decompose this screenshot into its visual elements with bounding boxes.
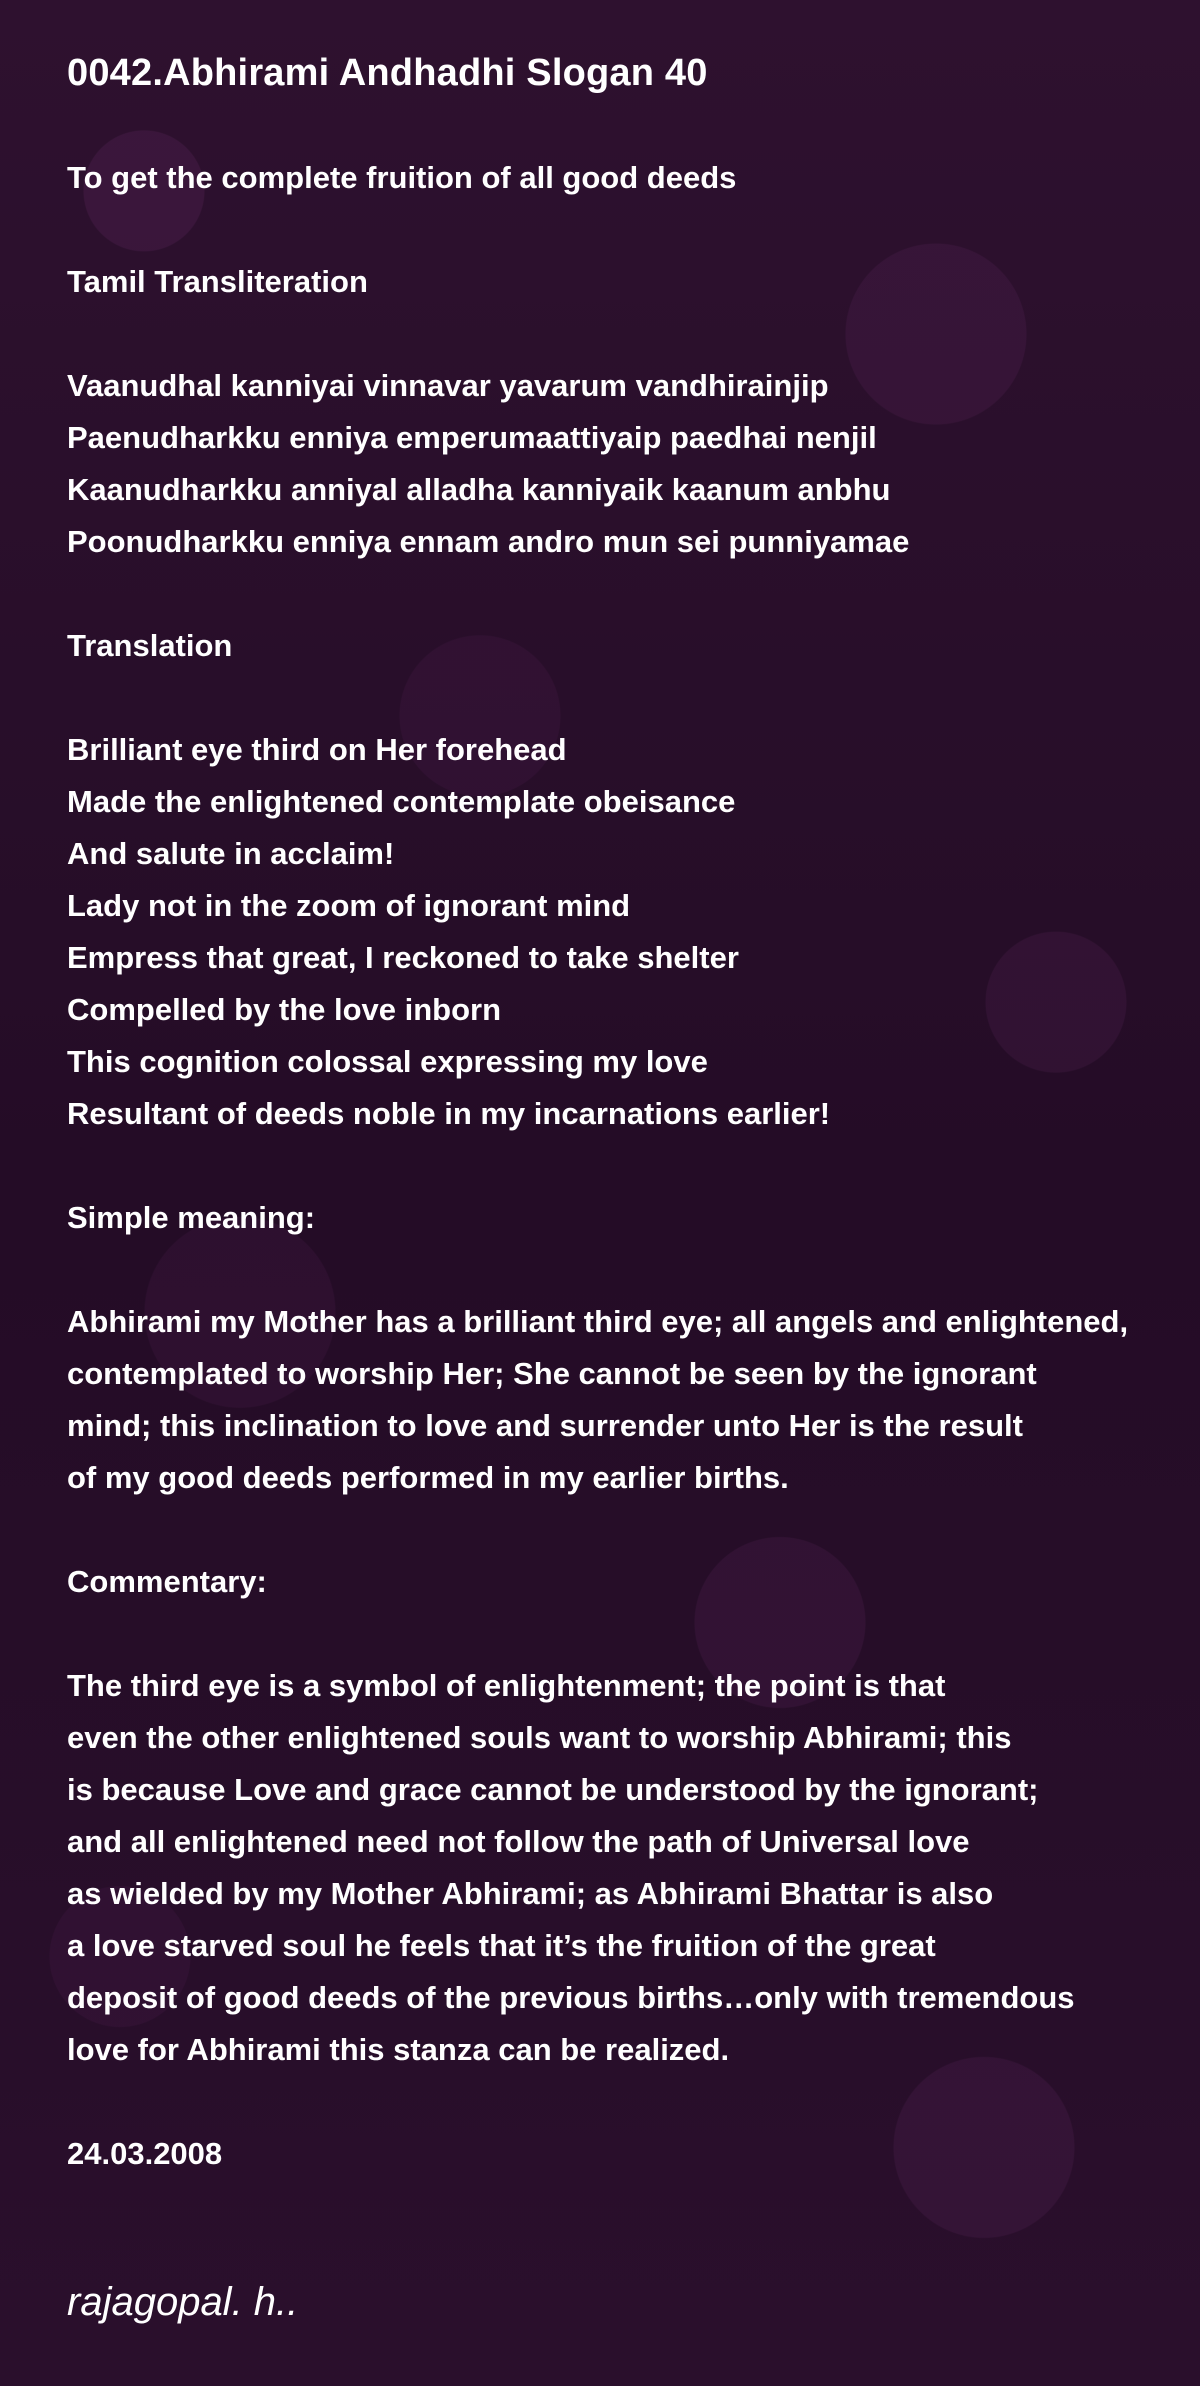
intro-line: To get the complete fruition of all good deeds	[67, 160, 737, 195]
transliteration-heading: Tamil Transliteration	[67, 264, 368, 299]
meaning-line: of my good deeds performed in my earlier births.	[67, 1460, 789, 1495]
blank-line	[67, 568, 1128, 620]
commentary-line: a love starved soul he feels that it’s the fruition of the great	[67, 1928, 936, 1963]
meaning-heading: Simple meaning:	[67, 1200, 316, 1235]
transliteration-line: Kaanudharkku anniyal alladha kanniyaik kaanum anbhu	[67, 472, 891, 507]
author-name: rajagopal. h..	[67, 2280, 299, 2324]
commentary-line: is because Love and grace cannot be understood by the ignorant;	[67, 1772, 1039, 1807]
transliteration-line: Paenudharkku enniya emperumaattiyaip paedhai nenjil	[67, 420, 877, 455]
poem-title: 0042.Abhirami Andhadhi Slogan 40	[67, 52, 708, 94]
blank-line	[67, 1504, 1128, 1556]
meaning-line: contemplated to worship Her; She cannot be seen by the ignorant	[67, 1356, 1037, 1391]
commentary-line: even the other enlightened souls want to worship Abhirami; this	[67, 1720, 1012, 1755]
transliteration-line: Poonudharkku enniya ennam andro mun sei punniyamae	[67, 524, 910, 559]
blank-line	[67, 1244, 1128, 1296]
meaning-line: Abhirami my Mother has a brilliant third eye; all angels and enlightened,	[67, 1304, 1129, 1339]
translation-line: Compelled by the love inborn	[67, 992, 502, 1027]
translation-line: Resultant of deeds noble in my incarnations earlier!	[67, 1096, 831, 1131]
commentary-line: deposit of good deeds of the previous births…only with tremendous	[67, 1980, 1075, 2015]
translation-line: Made the enlightened contemplate obeisance	[67, 784, 736, 819]
translation-line: This cognition colossal expressing my love	[67, 1044, 708, 1079]
translation-line: And salute in acclaim!	[67, 836, 395, 871]
commentary-line: love for Abhirami this stanza can be realized.	[67, 2032, 730, 2067]
translation-line: Empress that great, I reckoned to take shelter	[67, 940, 739, 975]
commentary-line: and all enlightened need not follow the path of Universal love	[67, 1824, 970, 1859]
translation-line: Brilliant eye third on Her forehead	[67, 732, 567, 767]
commentary-line: The third eye is a symbol of enlightenment; the point is that	[67, 1668, 946, 1703]
blank-line	[67, 1140, 1128, 1192]
translation-heading: Translation	[67, 628, 233, 663]
translation-line: Lady not in the zoom of ignorant mind	[67, 888, 631, 923]
blank-line	[67, 1608, 1128, 1660]
poem-date: 24.03.2008	[67, 2136, 223, 2171]
poem-body	[67, 152, 1128, 2180]
blank-line	[67, 204, 1128, 256]
blank-line	[67, 308, 1128, 360]
blank-line	[67, 672, 1128, 724]
meaning-line: mind; this inclination to love and surrender unto Her is the result	[67, 1408, 1023, 1443]
commentary-heading: Commentary:	[67, 1564, 267, 1599]
transliteration-line: Vaanudhal kanniyai vinnavar yavarum vandhirainjip	[67, 368, 829, 403]
blank-line	[67, 2076, 1128, 2128]
commentary-line: as wielded by my Mother Abhirami; as Abhirami Bhattar is also	[67, 1876, 994, 1911]
